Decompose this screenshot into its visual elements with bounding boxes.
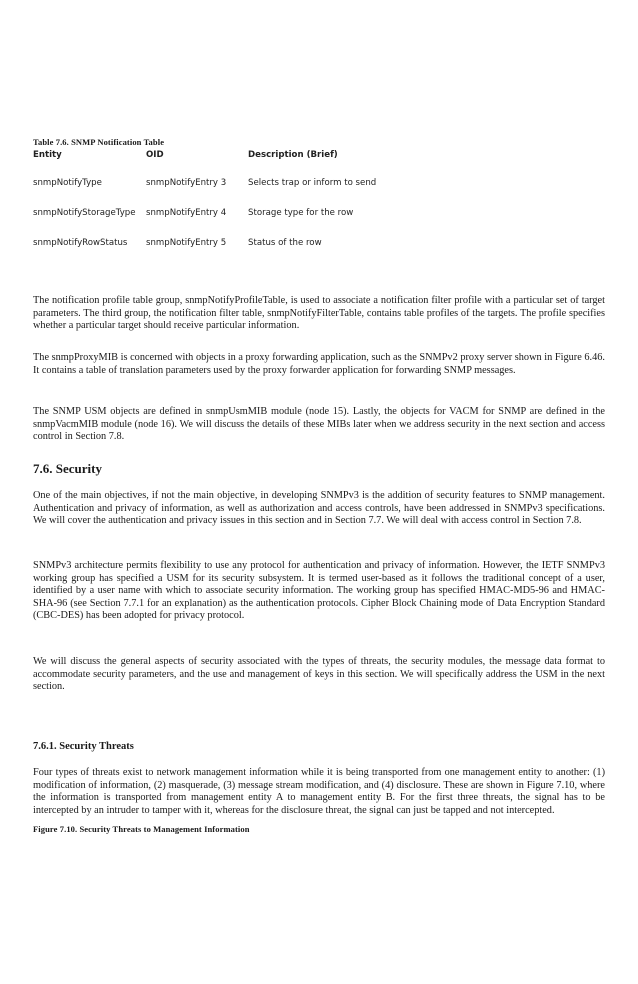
table-cell: snmpNotifyEntry 4: [146, 208, 227, 218]
notification-table: [33, 150, 433, 252]
subsection-heading: 7.6.1. Security Threats: [33, 741, 134, 752]
table-row: [33, 208, 433, 222]
table-caption: Table 7.6. SNMP Notification Table: [33, 137, 165, 147]
paragraph: Four types of threats exist to network management information while it is being transported from one management entity to another: (1) modification of information, (2) masquerade, (3) message stream modification, and (4) disclosure. These are shown in Figure 7.10, where the information is transported from management entity A to management entity B. For the first three threats, the signal has to be intercepted by an intruder to tamper with it, whereas for the disclosure threat, the signal can just be tapped and not intercepted.: [33, 767, 605, 816]
table-row: [33, 178, 433, 192]
paragraph: We will discuss the general aspects of security associated with the types of threats, the security modules, the message data format to accommodate security parameters, and the use and management of keys in this section. We will specifically address the USM in the next section.: [33, 656, 605, 693]
paragraph: One of the main objectives, if not the main objective, in developing SNMPv3 is the addition of security features to SNMP management. Authentication and privacy of information, as well as authorization and access controls, have been addressed in SNMPv3 specifications. We will cover the authentication and privacy issues in this section and in Section 7.7. We will deal with access control in Section 7.8.: [33, 490, 605, 527]
table-cell: snmpNotifyEntry 3: [146, 178, 227, 188]
table-cell: Status of the row: [248, 238, 322, 248]
table-header-cell: Description (Brief): [248, 150, 338, 160]
table-cell: snmpNotifyType: [33, 178, 102, 188]
table-header-row: [33, 150, 433, 164]
figure-caption: Figure 7.10. Security Threats to Management Information: [33, 824, 250, 834]
table-cell: snmpNotifyStorageType: [33, 208, 136, 218]
table-cell: Selects trap or inform to send: [248, 178, 377, 188]
paragraph: The SNMP USM objects are defined in snmpUsmMIB module (node 15). Lastly, the objects for VACM for SNMP are defined in the snmpVacmMIB module (node 16). We will discuss the details of these MIBs later when we address security in the next section and access control in Section 7.8.: [33, 406, 605, 443]
table-header-cell: OID: [146, 150, 164, 160]
table-cell: Storage type for the row: [248, 208, 354, 218]
table-cell: snmpNotifyEntry 5: [146, 238, 227, 248]
paragraph: The notification profile table group, snmpNotifyProfileTable, is used to associate a notification filter profile with a particular set of target parameters. The third group, the notification filter table, snmpNotifyFilterTable, contains table profiles of the targets. The profile specifies whether a particular target should receive particular information.: [33, 295, 605, 332]
section-heading: 7.6. Security: [33, 461, 102, 476]
table-row: [33, 238, 433, 252]
table-cell: snmpNotifyRowStatus: [33, 238, 128, 248]
paragraph: The snmpProxyMIB is concerned with objects in a proxy forwarding application, such as the SNMPv2 proxy server shown in Figure 6.46. It contains a table of translation parameters used by the proxy forwarder application for forwarding SNMP messages.: [33, 352, 605, 376]
paragraph: SNMPv3 architecture permits flexibility to use any protocol for authentication and privacy of information. However, the IETF SNMPv3 working group has specified a USM for its security subsystem. It is termed user-based as it follows the traditional concept of a user, identified by a user name with which to associate security information. The working group has specified HMAC-MD5-96 and HMAC-SHA-96 (see Section 7.7.1 for an explanation) as the authentication protocols. Cipher Block Chaining mode of Data Encryption Standard (CBC-DES) has been adopted for privacy protocol.: [33, 560, 605, 622]
table-header-cell: Entity: [33, 150, 62, 160]
